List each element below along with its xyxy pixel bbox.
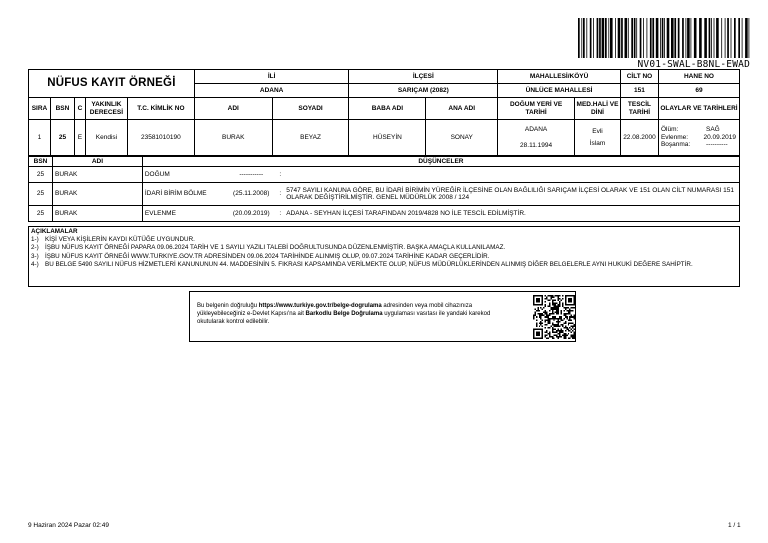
note-bsn: 25	[29, 183, 53, 206]
note-sep: :	[276, 183, 284, 206]
note-row	[29, 206, 740, 222]
hane-label: HANE NO	[658, 70, 739, 84]
note-text: 5747 SAYILI KANUNA GÖRE, BU İDARİ BİRİMİN YÜREĞİR İLÇESİNE OLAN BAĞLILIĞI SARIÇAM İLÇESİ OLARAK VE 151 OLAN CİLT NUMARASI 151 OLARAK DEĞİŞTİRİLMİŞTİR. GENEL MÜDÜRLÜK 2008 / 124	[284, 183, 739, 206]
hane-value: 69	[658, 84, 739, 98]
cilt-value: 151	[620, 84, 658, 98]
aciklamalar-title: AÇIKLAMALAR	[31, 228, 78, 235]
note-bsn: 25	[29, 206, 53, 222]
aciklama-num: 2-)	[31, 244, 39, 252]
verify-app-name: Barkodlu Belge Doğrulama	[305, 311, 383, 318]
note-type: İDARİ BİRİM BÖLME	[142, 183, 226, 206]
note-row	[29, 167, 740, 183]
aciklama-num: 1-)	[31, 236, 39, 244]
person-c: E	[74, 120, 85, 156]
il-value: ADANA	[194, 84, 349, 98]
col-soyadi: SOYADI	[272, 98, 349, 120]
person-events	[658, 120, 739, 156]
person-yakinlik: Kendisi	[85, 120, 127, 156]
note-adi: BURAK	[52, 167, 142, 183]
col-dogum: DOĞUM YERİ VE TARİHİ	[498, 98, 575, 120]
notes-table	[28, 156, 740, 222]
mahalle-label: MAHALLESİ/KÖYÜ	[498, 70, 621, 84]
note-sep: :	[276, 167, 284, 183]
dogum-yeri: ADANA	[524, 125, 548, 133]
col-sira: SIRA	[29, 98, 51, 120]
event-label: Evlenme:	[660, 133, 689, 141]
ilce-label: İLÇESİ	[349, 70, 498, 84]
cilt-label: CİLT NO	[620, 70, 658, 84]
aciklama-text: KİŞİ VEYA KİŞİLERİN KAYDI KÜTÜĞE UYGUNDUR.	[45, 236, 195, 244]
person-ana: SONAY	[426, 120, 498, 156]
note-bsn: 25	[29, 167, 53, 183]
aciklama-item	[31, 253, 737, 261]
person-bsn: 25	[50, 120, 74, 156]
qr-code-icon	[533, 295, 575, 339]
verify-text-part: uygulaması vasıtası ile yandaki karekod okutularak kontrol edilebilir.	[197, 311, 491, 326]
note-date: (20.09.2019)	[226, 206, 276, 222]
barcode-text: NV01-SWAL-B8NL-EWAD	[637, 59, 750, 70]
dogum-tarihi: 28.11.1994	[520, 142, 553, 149]
verification-text	[197, 302, 515, 326]
notes-col-dusunceler: DÜŞÜNCELER	[142, 157, 739, 167]
col-olaylar: OLAYLAR VE TARİHLERİ	[658, 98, 739, 120]
aciklama-num: 3-)	[31, 252, 39, 260]
person-baba: HÜSEYİN	[349, 120, 426, 156]
event-evlenme	[661, 134, 736, 142]
aciklama-num: 4-)	[31, 260, 39, 268]
col-medhal: MED.HALİ VE DİNİ	[575, 98, 621, 120]
col-adi: ADI	[194, 98, 272, 120]
person-adi: BURAK	[194, 120, 272, 156]
mahalle-value: ÜNLÜCE MAHALLESİ	[498, 84, 621, 98]
aciklama-text: İŞBU NÜFUS KAYIT ÖRNEĞİ WWW.TURKIYE.GOV.TR ADRESİNDEN 09.06.2024 TARİHİNDE ALINMIŞ OLUP, 09.07.2024 TARİHİNE KADAR GEÇERLİDİR.	[45, 252, 490, 260]
event-value: 20.09.2019	[703, 133, 736, 141]
person-medhal	[575, 120, 621, 156]
col-c: C	[74, 98, 85, 120]
person-row	[29, 120, 740, 156]
note-text	[284, 167, 739, 183]
aciklama-item	[31, 261, 737, 269]
note-sep: :	[276, 206, 284, 222]
note-row	[29, 183, 740, 206]
event-olum	[661, 126, 736, 134]
col-yakinlik: YAKINLIK DERECESİ	[85, 98, 127, 120]
il-label: İLİ	[194, 70, 349, 84]
verification-box	[189, 291, 576, 342]
verify-text-part: adresinden veya mobil cihazınıza yükleyebileceğiniz e-Devlet Kapısı'na ait	[197, 303, 473, 318]
aciklama-text: BU BELGE 5490 SAYILI NÜFUS HİZMETLERİ KANUNUNUN 44. MADDESİNİN 5. FIKRASI KAPSAMINDA VERİLMEKTE OLUP, NÜFUS MÜDÜRLÜKLERİNDEN ALINMIŞ DİĞER BELGELERLE AYNI HUKUKİ DEĞERE SAHİPTİR.	[45, 260, 693, 268]
din: İslam	[589, 140, 606, 147]
aciklamalar-box	[28, 226, 740, 287]
aciklama-text: İŞBU NÜFUS KAYIT ÖRNEĞİ PAPARA 09.06.2024 TARİH VE 1 SAYILI YAZILI TALEBİ DOĞRULTUSUNDA DÜZENLENMİŞTİR. BAŞKA AMAÇLA KULLANILAMAZ.	[45, 244, 506, 252]
aciklama-item	[31, 244, 737, 252]
person-tc: 23581010190	[127, 120, 194, 156]
event-value: ----------	[706, 141, 728, 149]
note-date: -----------	[226, 167, 276, 183]
col-ana: ANA ADI	[426, 98, 498, 120]
footer-page-number: 1 / 1	[728, 522, 741, 529]
col-tescil: TESCİL TARİHİ	[620, 98, 658, 120]
notes-col-adi: ADI	[52, 157, 142, 167]
note-type: DOĞUM	[142, 167, 226, 183]
person-tescil: 22.08.2000	[620, 120, 658, 156]
event-value: SAĞ	[706, 125, 720, 133]
barcode	[578, 18, 750, 58]
note-text: ADANA - SEYHAN İLÇESİ TARAFINDAN 2019/4828 NO İLE TESCİL EDİLMİŞTİR.	[284, 206, 739, 222]
person-soyadi: BEYAZ	[272, 120, 349, 156]
event-bosanma	[661, 141, 736, 149]
person-dogum	[498, 120, 575, 156]
verify-url[interactable]: https://www.turkiye.gov.tr/belge-dogrulama	[258, 303, 382, 309]
note-adi: BURAK	[52, 206, 142, 222]
medeni-hal: Evli	[592, 127, 603, 135]
event-label: Ölüm:	[660, 125, 679, 133]
person-sira: 1	[29, 120, 51, 156]
note-type: EVLENME	[142, 206, 226, 222]
note-date: (25.11.2008)	[226, 183, 276, 206]
event-label: Boşanma:	[660, 141, 691, 149]
registry-table	[28, 69, 740, 156]
col-bsn: BSN	[50, 98, 74, 120]
note-adi: BURAK	[52, 183, 142, 206]
col-tc: T.C. KİMLİK NO	[127, 98, 194, 120]
document-title: NÜFUS KAYIT ÖRNEĞİ	[29, 70, 195, 98]
verify-text-part: Bu belgenin doğruluğu	[197, 303, 259, 309]
col-baba: BABA ADI	[349, 98, 426, 120]
notes-col-bsn: BSN	[29, 157, 53, 167]
footer-datetime: 9 Haziran 2024 Pazar 02:49	[28, 522, 109, 529]
ilce-value: SARIÇAM (2082)	[349, 84, 498, 98]
